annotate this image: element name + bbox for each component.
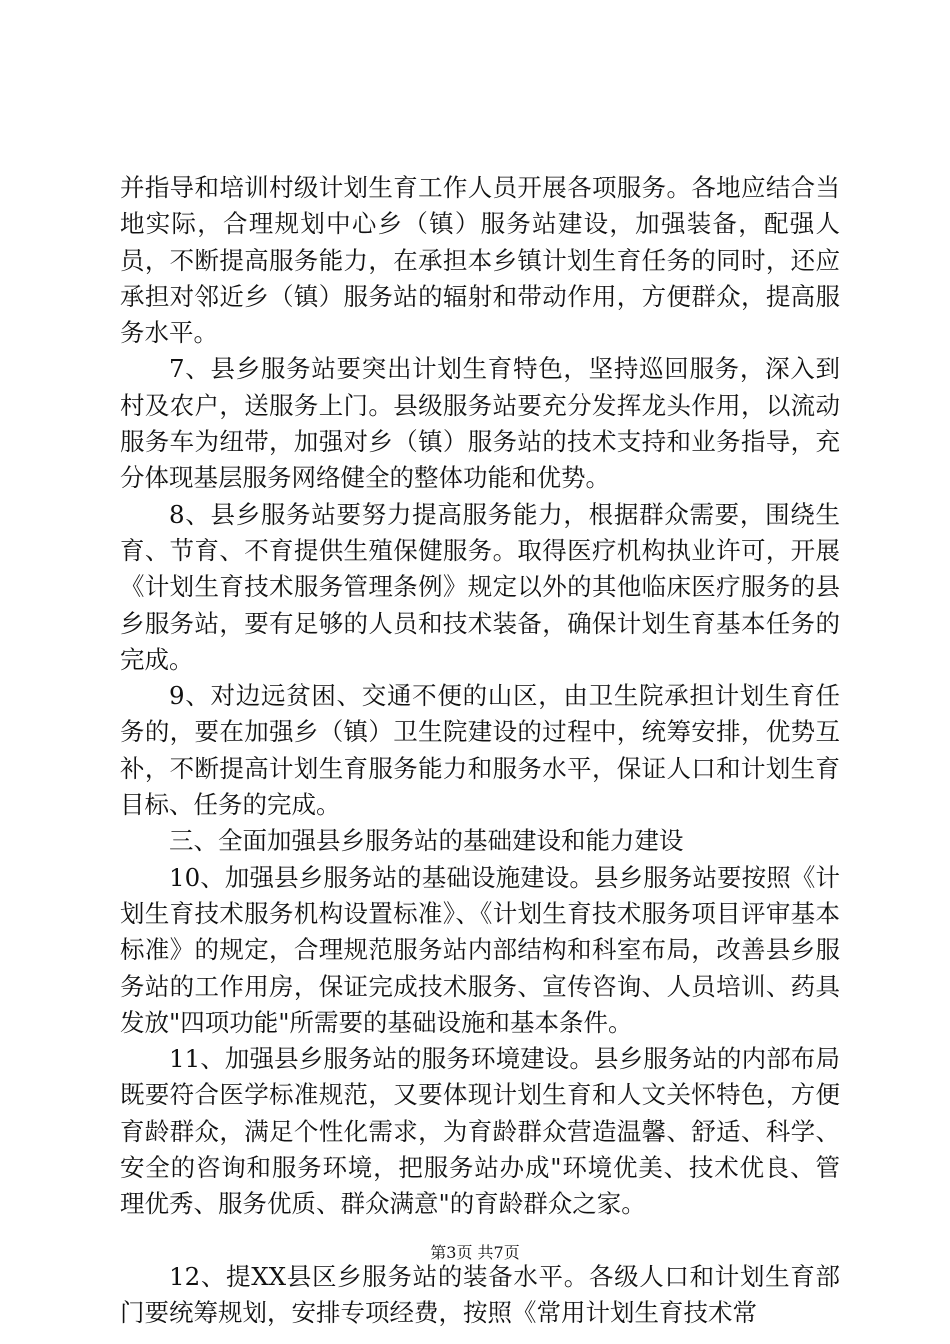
paragraph-item-8: 8、县乡服务站要努力提高服务能力，根据群众需要，围绕生育、节育、不育提供生殖保健服务。取得医疗机构执业许可，开展《计划生育技术服务管理条例》规定以外的其他临床医疗服务的县乡服务站，要有足够的人员和技术装备，确保计划生育基本任务的完成。	[120, 499, 840, 674]
page-number-footer: 第3页 共7页	[430, 1243, 520, 1262]
paragraph-item-9: 9、对边远贫困、交通不便的山区，由卫生院承担计划生育任务的，要在加强乡（镇）卫生院建设的过程中，统筹安排，优势互补，不断提高计划生育服务能力和服务水平，保证人口和计划生育目标、任务的完成。	[120, 681, 840, 820]
paragraph-item-11: 11、加强县乡服务站的服务环境建设。县乡服务站的内部布局既要符合医学标准规范，又要体现计划生育和人文关怀特色，方便育龄群众，满足个性化需求，为育龄群众营造温馨、舒适、科学、安全的咨询和服务环境，把服务站办成"环境优美、技术优良、管理优秀、服务优质、群众满意"的育龄群众之家。	[120, 1044, 840, 1219]
paragraph-item-12: 12、提XX县区乡服务站的装备水平。各级人口和计划生育部门要统筹规划，安排专项经费，按照《常用计划生育技术常	[120, 1261, 840, 1327]
section-heading-3: 三、全面加强县乡服务站的基础建设和能力建设	[169, 826, 684, 856]
paragraph-item-10: 10、加强县乡服务站的基础设施建设。县乡服务站要按照《计划生育技术服务机构设置标准》、《计划生育技术服务项目评审基本标准》的规定，合理规范服务站内部结构和科室布局，改善县乡服务站的工作用房，保证完成技术服务、宣传咨询、人员培训、药具发放"四项功能"所需要的基础设施和基本条件。	[120, 862, 840, 1037]
paragraph-continuation: 并指导和培训村级计划生育工作人员开展各项服务。各地应结合当地实际，合理规划中心乡（镇）服务站建设，加强装备，配强人员，不断提高服务能力，在承担本乡镇计划生育任务的同时，还应承担对邻近乡（镇）服务站的辐射和带动作用，方便群众，提高服务水平。	[120, 173, 840, 348]
document-body	[120, 170, 840, 1331]
paragraph-item-7: 7、县乡服务站要突出计划生育特色，坚持巡回服务，深入到村及农户，送服务上门。县级服务站要充分发挥龙头作用，以流动服务车为纽带，加强对乡（镇）服务站的技术支持和业务指导，充分体现基层服务网络健全的整体功能和优势。	[120, 354, 840, 493]
